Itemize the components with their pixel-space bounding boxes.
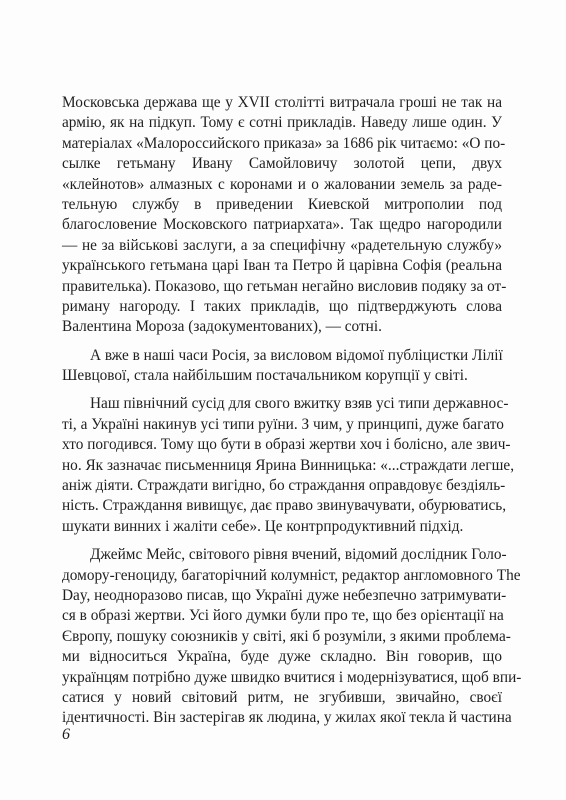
text-line: тельную службу в приведении Киевской митрополии под <box>62 195 502 213</box>
paragraph <box>62 545 522 729</box>
text-line: риману нагороду. І таких прикладів, що підтверджують слова <box>62 297 502 315</box>
text-line: благословение Московского патриархата». Так щедро нагородили <box>62 216 502 234</box>
text-line: Наш північний сусід для свого вжитку взяв усі типи державнос- <box>90 395 509 413</box>
text-line: матеріалах «Малороссийского приказа» за 1686 рік читаємо: «О по- <box>62 134 506 152</box>
text-line: ми відноситься Україна, буде дуже складно. Він говорив, що <box>62 648 502 666</box>
text-line: ті, а Україні накинув усі типи руїни. З чим, у принципі, дуже багато <box>62 415 504 433</box>
text-line: українцям потрібно дуже швидко вчитися і модернізуватися, щоб впи- <box>62 668 522 686</box>
text-line: сылке гетьману Ивану Самойловичу золотой цепи, двух <box>62 155 502 173</box>
paragraph <box>62 394 515 537</box>
text-line: Джеймс Мейс, світового рівня вчений, відомий дослідник Голо- <box>90 546 507 564</box>
text-line: Московська держава ще у XVII столітті витрачала гроші не так на <box>62 94 502 111</box>
text-line: армію, як на підкуп. Тому є сотні прикладів. Наведу лише один. У <box>62 114 502 132</box>
text-line: Шевцової, стала найбільшим постачальником корупції у світі. <box>62 367 468 385</box>
text-line: но. Як зазначає письменниця Ярина Винницька: «...страждати легше, <box>62 456 515 474</box>
text-line: українського гетьмана царі Іван та Петро й царівна Софія (реальна <box>62 257 502 275</box>
text-line: правителька). Показово, що гетьман негайно висловив подяку за от- <box>62 277 507 295</box>
text-line: хто погодився. Тому що бути в образі жертви хоч і болісно, але звич- <box>62 436 511 454</box>
text-line: сатися у новий світовий ритм, не згубивши, звичайно, своєї <box>62 688 502 706</box>
paragraph <box>62 346 502 387</box>
text-line: Європу, пошуку союзників у світі, які б розуміли, з якими проблема- <box>62 627 511 645</box>
page-number: 6 <box>62 726 70 743</box>
text-line: — не за військові заслуги, а за специфічну «радетельную службу» <box>62 236 502 254</box>
text-line: ся в образі жертви. Усі його думки були про те, що без орієнтації на <box>62 607 504 625</box>
paragraph <box>62 93 507 338</box>
text-line: Day, неодноразово писав, що Україні дуже небезпечно затримувати- <box>62 586 507 604</box>
text-line: Валентина Мороза (задокументованих), — сотні. <box>62 318 382 336</box>
body-text <box>62 93 522 737</box>
text-line: «клейнотов» алмазных с коронами и о жаловании земель за раде- <box>62 175 502 193</box>
text-line: ність. Страждання вивищує, дає право звинувачувати, обурюватись, <box>62 497 507 515</box>
text-line: ідентичності. Він застерігав як людина, у жилах якої текла й частина <box>62 709 512 727</box>
text-line: шукати винних і жаліти себе». Це контрпродуктивний підхід. <box>62 517 464 535</box>
text-line: домору-геноциду, багаторічний колумніст, редактор англомовного The <box>62 566 521 584</box>
text-line: аніж діяти. Страждати вигідно, бо страждання оправдовує бездіяль- <box>62 477 506 495</box>
text-line: А вже в наші часи Росія, за висловом відомої публіцистки Лілії <box>90 346 503 364</box>
